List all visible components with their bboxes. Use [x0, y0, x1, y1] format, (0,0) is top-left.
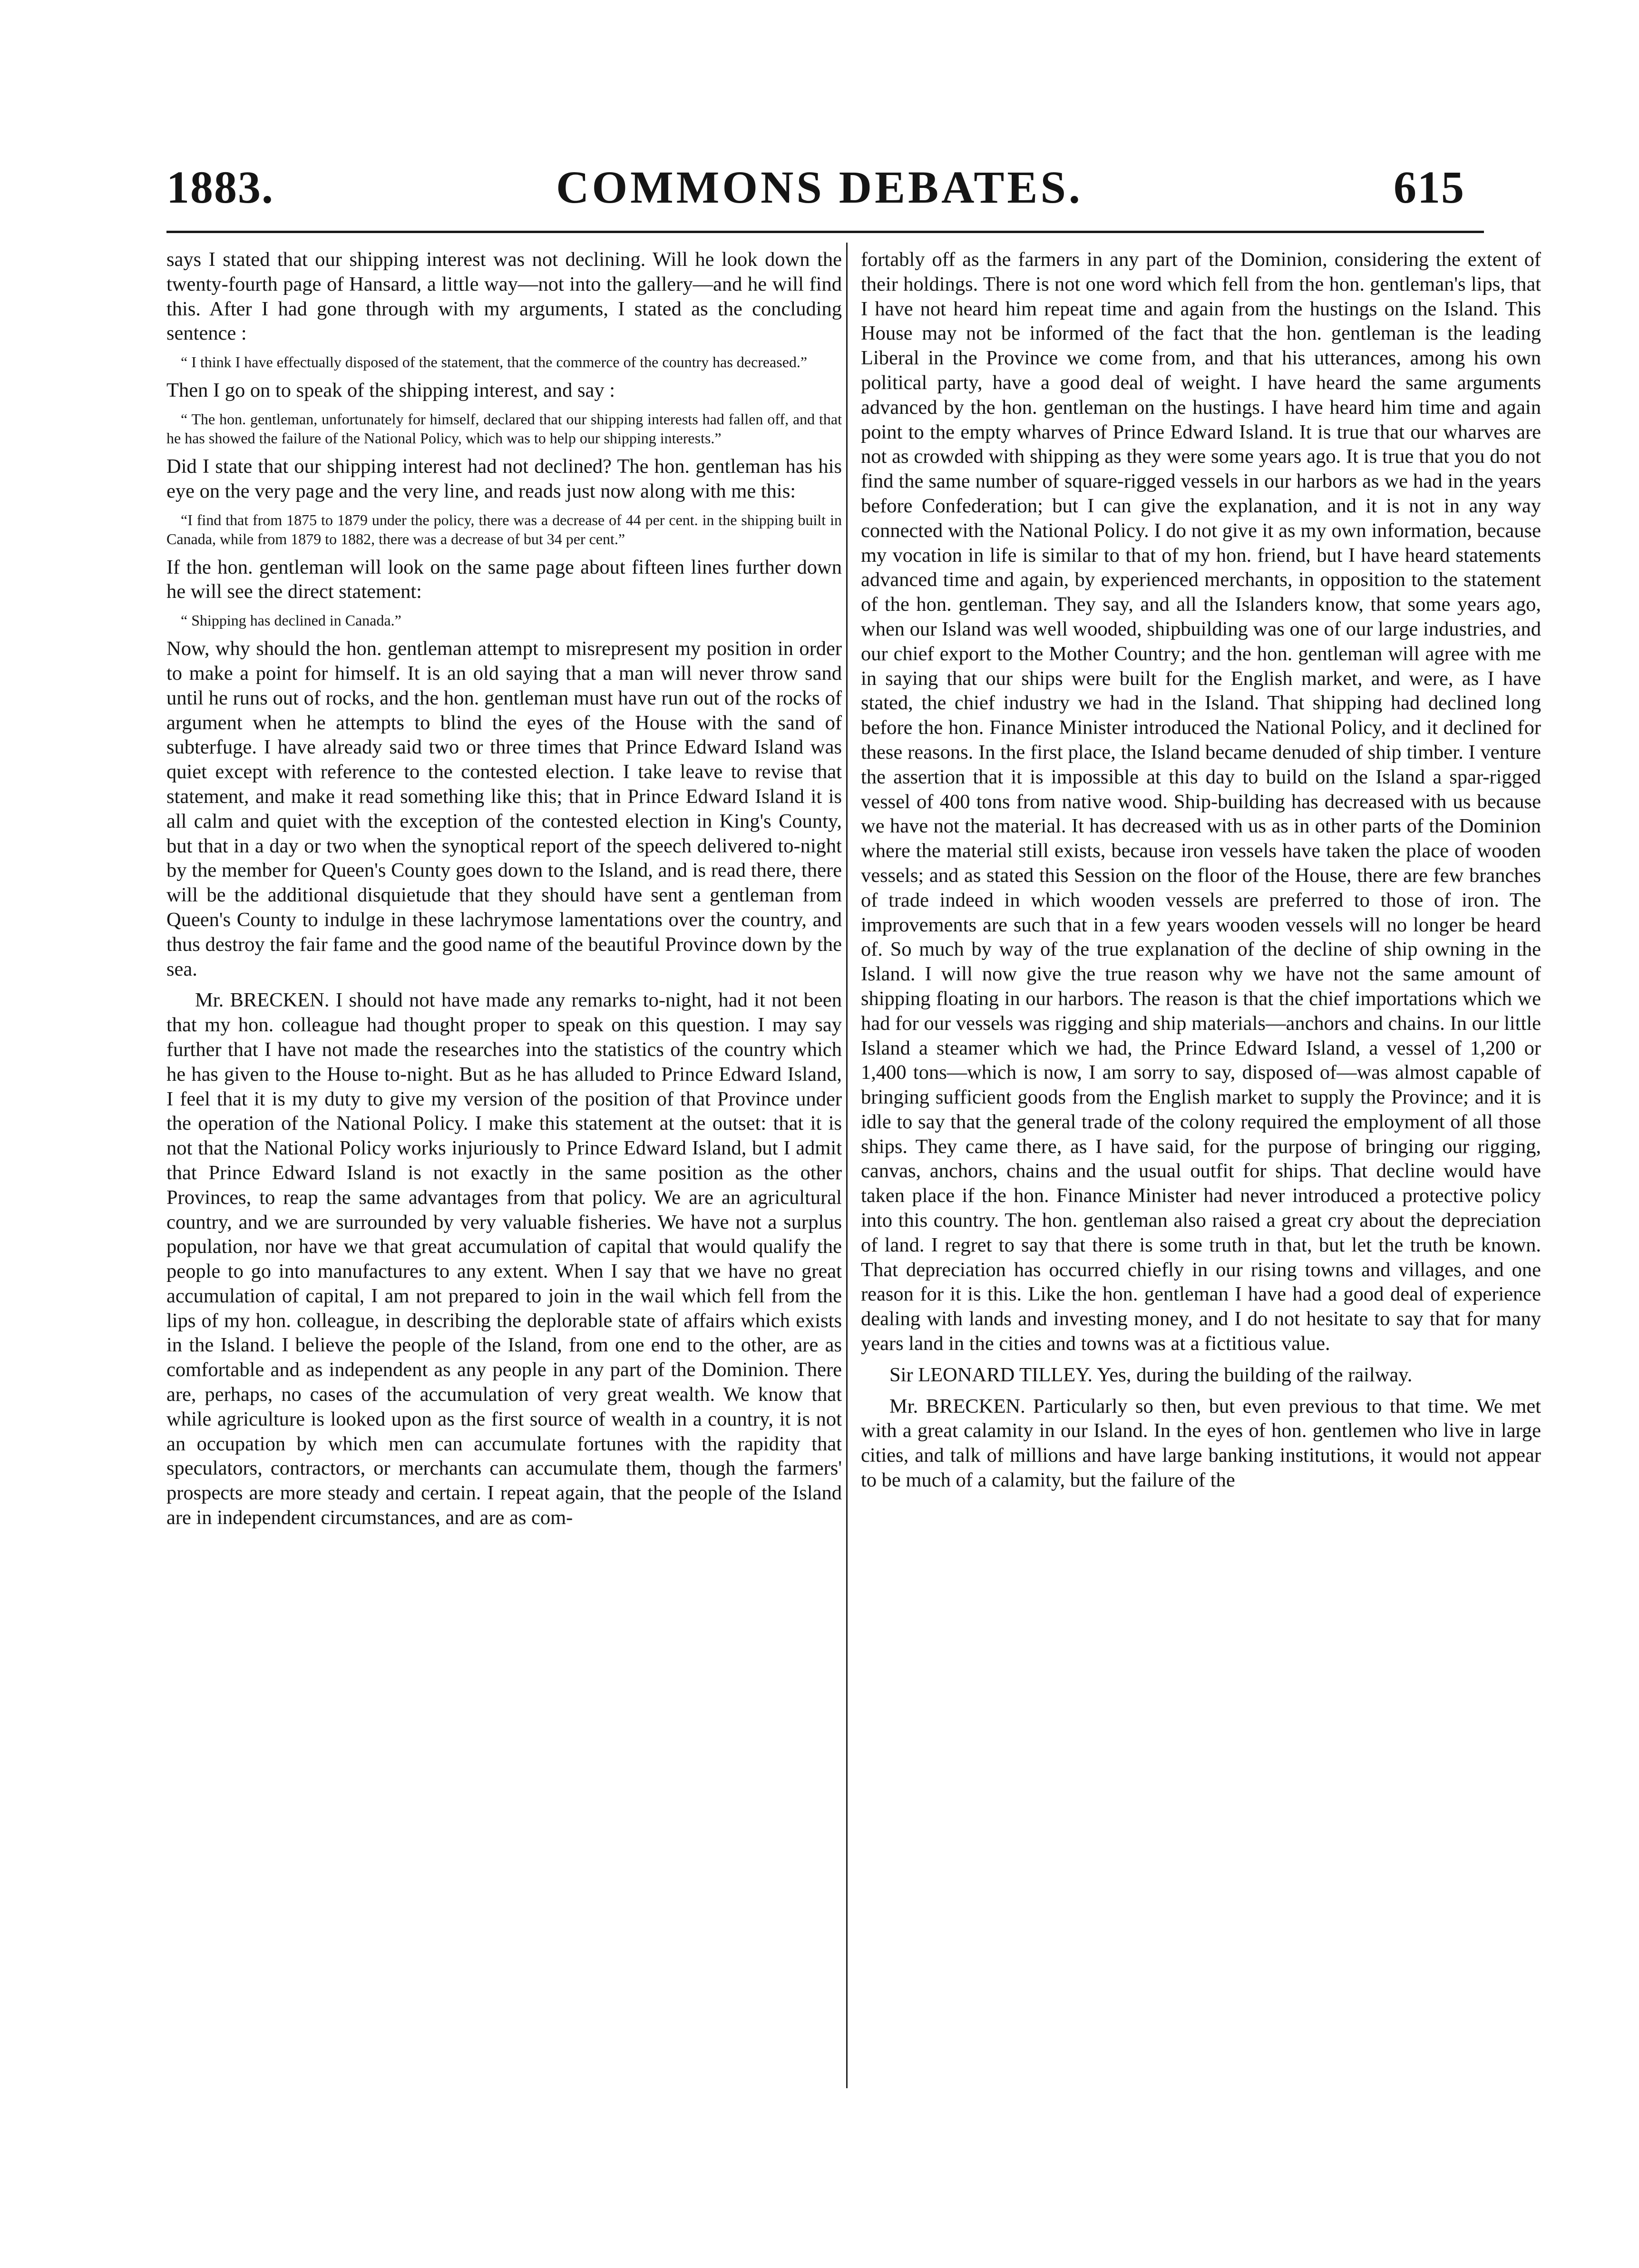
paragraph: If the hon. gentleman will look on the same page about fifteen lines further down he will see the direct statement: [166, 556, 842, 603]
right-column [861, 247, 1541, 1493]
speech-paragraph: Mr. BRECKEN. Particularly so then, but even previous to that time. We met with a great calamity in our Island. In the eyes of hon. gentlemen who live in large cities, and talk of millions and have large banking institutions, it would not appear to be much of a calamity, but the failure of the [861, 1395, 1541, 1492]
quotation: “ I think I have effectually disposed of the statement, that the commerce of the country has decreased.” [181, 353, 808, 371]
header-rule [166, 231, 1484, 233]
page-title: COMMONS DEBATES. [556, 162, 1083, 213]
quotation: “ Shipping has declined in Canada.” [181, 612, 401, 629]
paragraph: Then I go on to speak of the shipping interest, and say : [166, 379, 615, 402]
page-header [0, 161, 1639, 227]
left-column [166, 247, 842, 1530]
quotation: “ The hon. gentleman, unfortunately for himself, declared that our shipping interests had fallen off, and that he has showed the failure of the National Policy, which was to help our shipping interests.” [166, 410, 842, 447]
column-divider [846, 243, 848, 2088]
speech-paragraph: Mr. BRECKEN. I should not have made any remarks to-night, had it not been that my hon. colleague had thought proper to speak on this question. I may say further that I have not made the researches into the statistics of the country which he has given to the House to-night. But as he has alluded to Prince Edward Island, I feel that it is my duty to give my version of the position of that Province under the operation of the National Policy. I make this statement at the outset: that it is not that the National Policy works injuriously to Prince Edward Island, but I admit that Prince Edward Island is not exactly in the same position as the other Provinces, to reap the same advantages from that policy. We are an agricultural country, and we are surrounded by very valuable fisheries. We have not a surplus population, nor have we that great accumulation of capital that would qualify the people to go into manufactures to any extent. When I say that we have no great accumulation of capital, I am not prepared to join in the wail which fell from the lips of my hon. colleague, in describing the deplorable state of affairs which exists in the Island. I believe the people of the Island, from one end to the other, are as comfortable and as independent as any people in any part of the Dominion. There are, perhaps, no cases of the accumulation of very great wealth. We know that while agriculture is looked upon as the first source of wealth in a country, it is not an occupation by which men can accumulate fortunes with the rapidity that speculators, contractors, or merchants can accumulate them, though the farmers' prospects are more steady and certain. I repeat again, that the people of the Island are in independent circumstances, and are as com- [166, 989, 842, 1529]
speech-paragraph: Sir LEONARD TILLEY. Yes, during the building of the railway. [889, 1363, 1413, 1386]
paragraph: fortably off as the farmers in any part of the Dominion, considering the extent of their holdings. There is not one word which fell from the hon. gentleman's lips, that I have not heard him repeat time and again from the hustings on the Island. This House may not be informed of the fact that the hon. gentleman is the leading Liberal in the Province we come from, and that his utterances, among his own political party, have a good deal of weight. I have heard the same arguments advanced by the hon. gentleman on the hustings. I have heard him time and again point to the empty wharves of Prince Edward Island. It is true that our wharves are not as crowded with shipping as they were some years ago. It is true that you do not find the same number of square-rigged vessels in our harbors as we had in the years before Confederation; but I can give the explanation, and it is not in any way connected with the National Policy. I do not give it as my own information, because my vocation in life is similar to that of my hon. friend, but I have heard statements advanced time and again, by experienced merchants, in opposition to the statement of the hon. gentleman. They say, and all the Islanders know, that some years ago, when our Island was well wooded, shipbuilding was one of our large industries, and our chief export to the Mother Country; and the hon. gentleman will agree with me in saying that our ships were built for the English market, and were, as I have stated, the chief industry we had in the Island. That shipping had declined long before the hon. Finance Minister introduced the National Policy, and it declined for these reasons. In the first place, the Island became denuded of ship timber. I venture the assertion that it is impossible at this day to build on the Island a spar-rigged vessel of 400 tons from native wood. Ship-building has decreased with us because we have not the material. It has decreased with us as in other parts of the Dominion where the material still exists, because iron vessels have taken the place of wooden vessels; and as stated this Session on the floor of the House, there are few branches of trade indeed in which wooden vessels are preferred to those of iron. The improvements are such that in a few years wooden vessels will no longer be heard of. So much by way of the true explanation of the decline of ship owning in the Island. I will now give the true reason why we have not the same amount of shipping floating in our harbors. The reason is that the chief importations which we had for our vessels was rigging and ship materials—anchors and chains. In our little Island a steamer which we had, the Prince Edward Island, a vessel of 1,200 or 1,400 tons—which is now, I am sorry to say, disposed of—was almost capable of bringing sufficient goods from the English market to supply the Province; and it is idle to say that the general trade of the colony required the employment of all those ships. They came there, as I have said, for the purpose of bringing our rigging, canvas, anchors, chains and the usual outfit for ships. That decline would have taken place if the hon. Finance Minister had never introduced a protective policy into this country. The hon. gentleman also raised a great cry about the depreciation of land. I regret to say that there is some truth in that, but let the truth be known. That depreciation has occurred chiefly in our rising towns and villages, and one reason for it is this. Like the hon. gentleman I have had a good deal of experience dealing with lands and investing money, and I do not hesitate to say that for many years land in the cities and towns was at a fictitious value. [861, 248, 1541, 1355]
page-number: 615 [1394, 162, 1465, 213]
header-year: 1883. [166, 162, 274, 213]
paragraph: Did I state that our shipping interest had not declined? The hon. gentleman has his eye on the very page and the very line, and reads just now along with me this: [166, 455, 842, 502]
paragraph: says I stated that our shipping interest was not declining. Will he look down the twenty-fourth page of Hansard, a little way—not into the gallery—and he will find this. After I had gone through with my arguments, I stated as the concluding sentence : [166, 248, 842, 345]
quotation: “I find that from 1875 to 1879 under the policy, there was a decrease of 44 per cent. in the shipping built in Canada, while from 1879 to 1882, there was a decrease of but 34 per cent.” [166, 511, 842, 547]
paragraph: Now, why should the hon. gentleman attempt to misrepresent my position in order to make a point for himself. It is an old saying that a man will never throw sand until he runs out of rocks, and the hon. gentleman must have run out of the rocks of argument when he attempts to blind the eyes of the House with the sand of subterfuge. I have already said two or three times that Prince Edward Island was quiet except with reference to the contested election. I take leave to revise that statement, and make it read something like this; that in Prince Edward Island it is all calm and quiet with the exception of the contested election in King's County, but that in a day or two when the synoptical report of the speech delivered to-night by the member for Queen's County goes down to the Island, and is read there, there will be the additional disquietude that they should have sent a gentleman from Queen's County to indulge in these lachrymose lamentations over the country, and thus destroy the fair fame and the good name of the beautiful Province down by the sea. [166, 637, 842, 980]
